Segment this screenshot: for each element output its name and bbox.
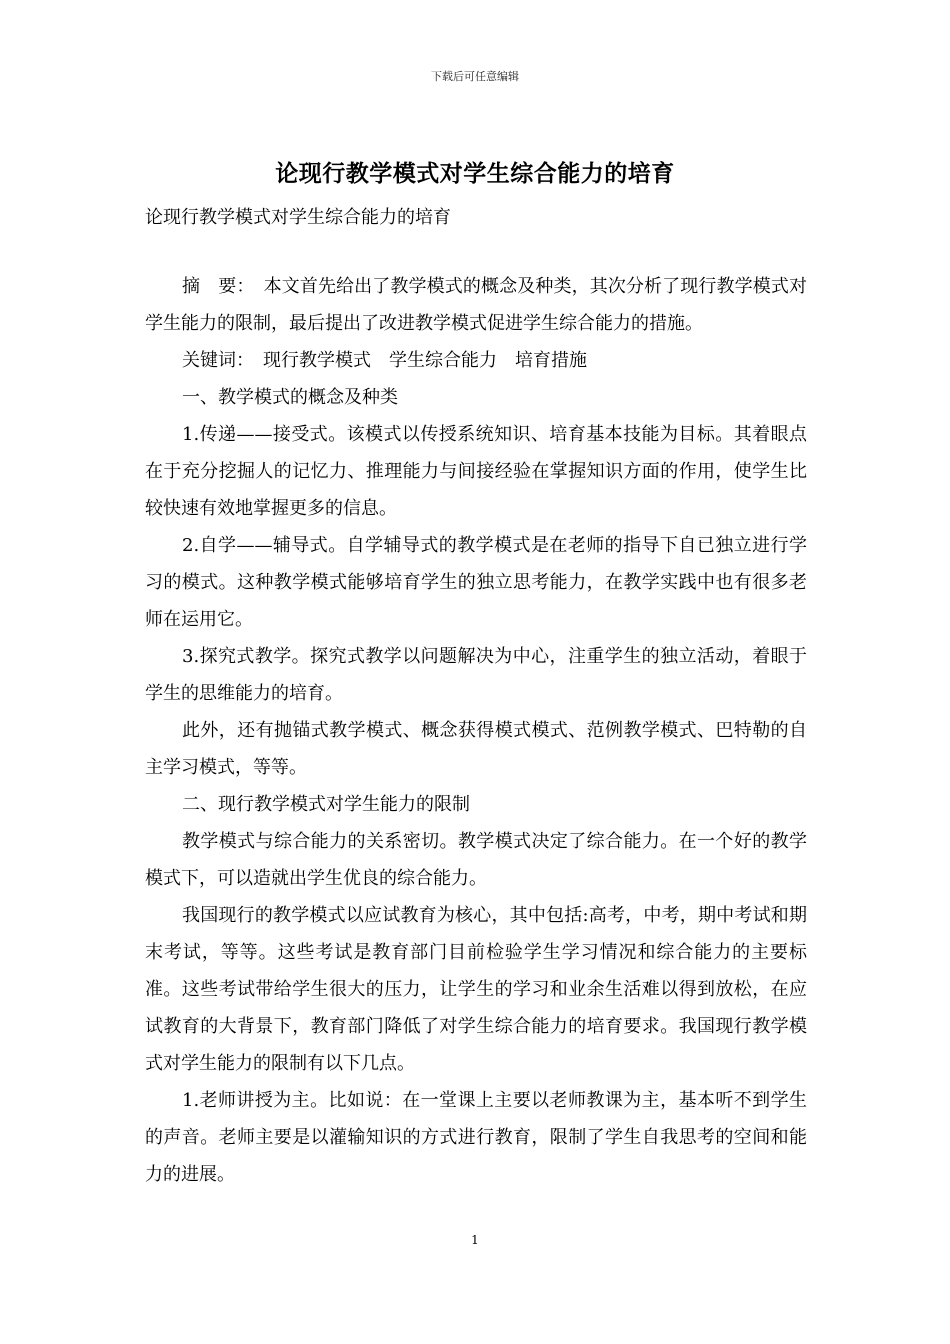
body-paragraph: 3.探究式教学。探究式教学以问题解决为中心，注重学生的独立活动，着眼于学生的思维能力的培育。 [145,646,807,704]
abstract-paragraph: 摘 要： 本文首先给出了教学模式的概念及种类，其次分析了现行教学模式对学生能力的限制，最后提出了改进教学模式促进学生综合能力的措施。 [145,276,807,334]
body-paragraph: 1.传递——接受式。该模式以传授系统知识、培育基本技能为目标。其着眼点在于充分挖掘人的记忆力、推理能力与间接经验在掌握知识方面的作用，使学生比较快速有效地掌握更多的信息。 [145,424,807,519]
body-paragraph: 我国现行的教学模式以应试教育为核心，其中包括:高考，中考，期中考试和期末考试，等等。这些考试是教育部门目前检验学生学习情况和综合能力的主要标准。这些考试带给学生很大的压力，让学生的学习和业余生活难以得到放松，在应试教育的大背景下，教育部门降低了对学生综合能力的培育要求。我国现行教学模式对学生能力的限制有以下几点。 [145,905,807,1074]
body-paragraph: 教学模式与综合能力的关系密切。教学模式决定了综合能力。在一个好的教学模式下，可以造就出学生优良的综合能力。 [145,831,807,889]
document-subtitle: 论现行教学模式对学生综合能力的培育 [145,207,451,228]
section-heading-2: 二、现行教学模式对学生能力的限制 [182,794,470,815]
body-paragraph: 此外，还有抛锚式教学模式、概念获得模式模式、范例教学模式、巴特勒的自主学习模式，等等。 [145,720,807,778]
header-note: 下载后可任意编辑 [431,70,519,83]
body-paragraph: 1.老师讲授为主。比如说：在一堂课上主要以老师教课为主，基本听不到学生的声音。老师主要是以灌输知识的方式进行教育，限制了学生自我思考的空间和能力的进展。 [145,1090,807,1185]
section-heading-1: 一、教学模式的概念及种类 [182,387,398,408]
keywords-paragraph: 关键词： 现行教学模式 学生综合能力 培育措施 [182,350,587,371]
document-title: 论现行教学模式对学生综合能力的培育 [275,160,675,187]
page-number: 1 [471,1233,479,1247]
body-paragraph: 2.自学——辅导式。自学辅导式的教学模式是在老师的指导下自已独立进行学习的模式。这种教学模式能够培育学生的独立思考能力，在教学实践中也有很多老师在运用它。 [145,535,807,630]
body-text [145,268,807,1193]
